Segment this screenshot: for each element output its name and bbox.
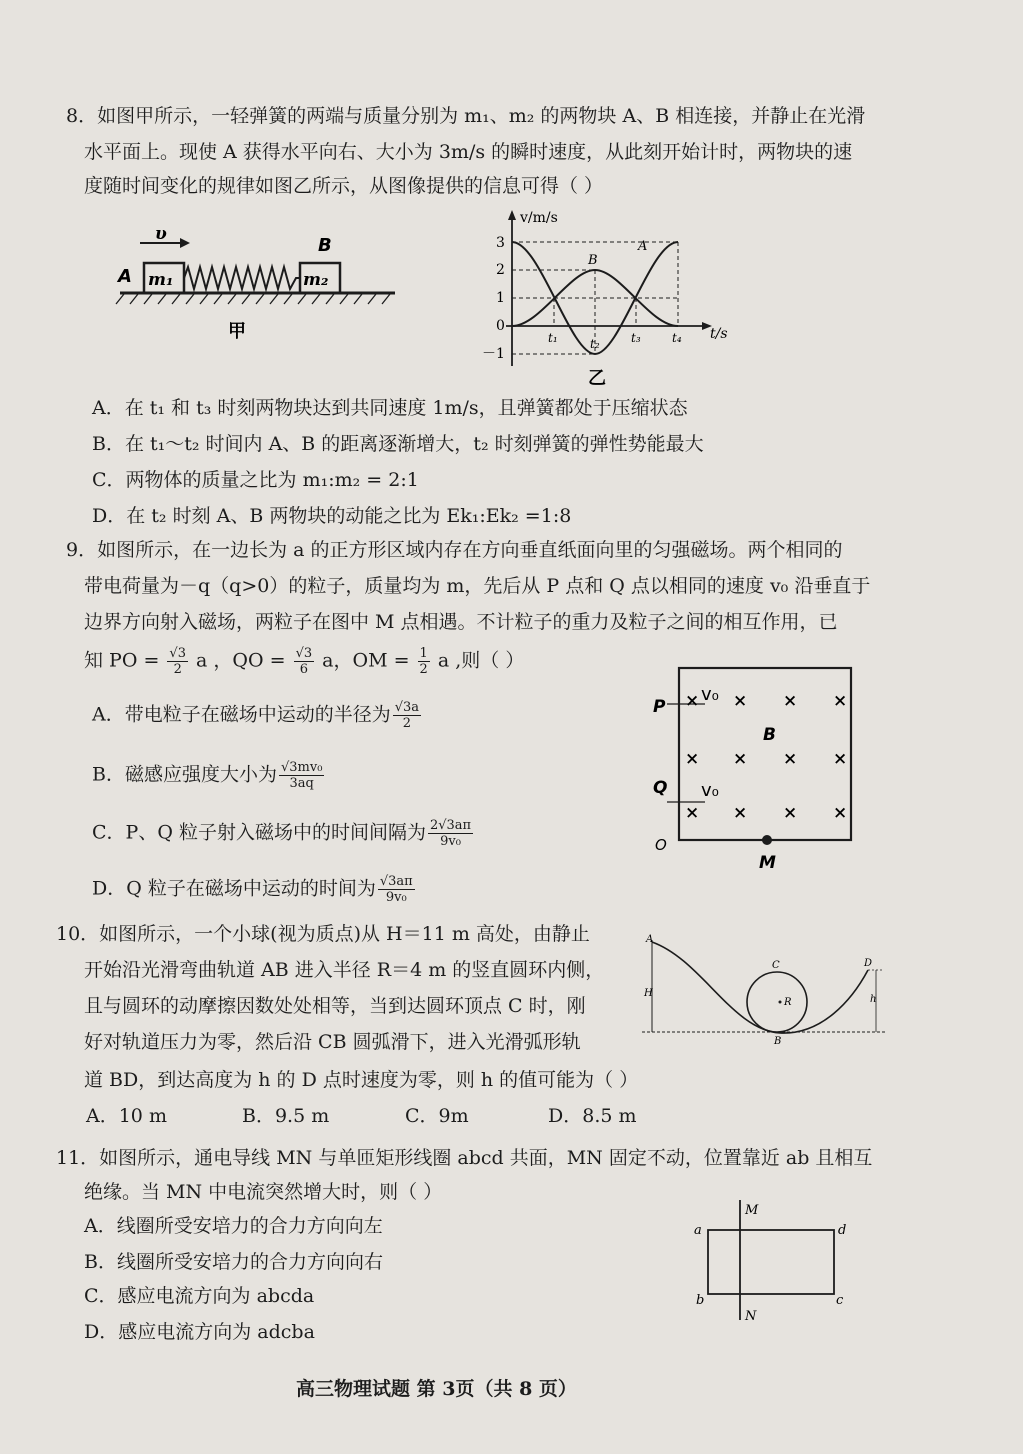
q10-line-1: 10．如图所示，一个小球(视为质点)从 H＝11 m 高处，由静止 [56, 923, 590, 945]
q10-line-2: 开始沿光滑弯曲轨道 AB 进入半径 R＝4 m 的竖直圆环内侧， [84, 959, 605, 981]
svg-text:t₁: t₁ [548, 331, 558, 345]
q8-line-1: 8．如图甲所示，一轻弹簧的两端与质量分别为 m₁、m₂ 的两物块 A、B 相连接，并静止在光滑 [66, 105, 866, 127]
q8-line-3: 度随时间变化的规律如图乙所示，从图像提供的信息可得（ ） [84, 175, 604, 197]
svg-text:B: B [588, 253, 598, 268]
svg-text:B: B [763, 725, 776, 745]
svg-text:d: d [838, 1223, 847, 1238]
page-footer: 高三物理试题 第 3页（共 8 页） [296, 1378, 577, 1400]
q9-option-b[interactable]: B．磁感应强度大小为 $\frac{\text{√3mv₀}}{3aq}$ [92, 760, 323, 791]
svg-text:v₀: v₀ [701, 780, 719, 801]
velocity-label: υ [155, 225, 167, 244]
caption-yi: 乙 [588, 368, 606, 389]
q9-option-d[interactable]: D．Q 粒子在磁场中运动的时间为 $\frac{√3a\pi}{\text{9v₀}}$ [92, 874, 413, 905]
q9-line-4: 知 PO = $\frac{√3}{2}$ a ，QO = $\frac{√3}{6}$ a，OM = $\frac{1}{2}$ a ,则（ ） [84, 646, 525, 677]
svg-text:×: × [783, 803, 798, 823]
q10-option-b[interactable]: B．9.5 m [242, 1105, 330, 1127]
q8-figure-jia [110, 225, 410, 345]
coil-abcd [708, 1230, 834, 1294]
q9-line-3: 边界方向射入磁场，两粒子在图中 M 点相遇。不计粒子的重力及粒子之间的相互作用，已 [84, 611, 838, 633]
q9-line-2: 带电荷量为－q（q>0）的粒子，质量均为 m，先后从 P 点和 Q 点以相同的速度 v₀ 沿垂直于 [84, 575, 871, 597]
q8-option-d[interactable]: D．在 t₂ 时刻 A、B 两物块的动能之比为 Ek₁:Ek₂ =1:8 [92, 505, 572, 527]
q10-line-3: 且与圆环的动摩擦因数处处相等，当到达圆环顶点 C 时，刚 [84, 995, 586, 1017]
svg-text:×: × [733, 691, 748, 711]
svg-text:R: R [784, 997, 792, 1008]
q10-option-a[interactable]: A．10 m [86, 1105, 167, 1127]
svg-text:2: 2 [496, 262, 505, 278]
svg-text:1: 1 [496, 290, 505, 306]
q10-line-5: 道 BD，到达高度为 h 的 D 点时速度为零，则 h 的值可能为（ ） [84, 1069, 639, 1091]
svg-text:M: M [759, 853, 776, 873]
point-M [762, 835, 772, 845]
q9-option-a[interactable]: A．带电粒子在磁场中运动的半径为 $\frac{√3a}{2}$ [92, 700, 420, 731]
svg-text:×: × [685, 749, 700, 769]
y-axis-label: v/m/s [520, 210, 558, 226]
q11-option-c[interactable]: C．感应电流方向为 abcda [84, 1285, 315, 1307]
q10-option-c[interactable]: C．9m [405, 1105, 469, 1127]
svg-text:0: 0 [496, 318, 505, 334]
svg-text:D: D [864, 958, 873, 969]
svg-text:P: P [653, 697, 666, 717]
svg-text:N: N [745, 1309, 757, 1324]
svg-text:v₀: v₀ [701, 684, 719, 705]
label-A: A [118, 266, 132, 287]
q11-option-b[interactable]: B．线圈所受安培力的合力方向向右 [84, 1251, 383, 1273]
svg-text:×: × [685, 803, 700, 823]
svg-text:－1: －1 [482, 346, 505, 362]
q8-line-2: 水平面上。现使 A 获得水平向右、大小为 3m/s 的瞬时速度，从此刻开始计时，两物块的速 [84, 141, 853, 163]
loop-circle [747, 972, 807, 1032]
svg-text:B: B [774, 1036, 782, 1047]
q10-figure [632, 930, 892, 1050]
svg-text:t₄: t₄ [672, 331, 682, 345]
q9-figure [645, 660, 875, 880]
q8-figure-yi [470, 206, 740, 391]
svg-text:×: × [733, 803, 748, 823]
q10-line-4: 好对轨道压力为零，然后沿 CB 圆弧滑下，进入光滑弧形轨 [84, 1031, 581, 1053]
svg-text:a: a [694, 1223, 702, 1238]
svg-text:×: × [783, 691, 798, 711]
track [652, 942, 868, 1033]
q11-figure [688, 1196, 858, 1326]
svg-text:×: × [685, 691, 700, 711]
svg-text:c: c [836, 1293, 844, 1308]
q8-option-c[interactable]: C．两物体的质量之比为 m₁:m₂ = 2:1 [92, 469, 419, 491]
q8-option-b[interactable]: B．在 t₁～t₂ 时间内 A、B 的距离逐渐增大，t₂ 时刻弹簧的弹性势能最大 [92, 433, 704, 455]
svg-text:A: A [646, 934, 654, 945]
svg-text:Q: Q [653, 778, 668, 798]
label-B: B [318, 235, 332, 256]
svg-text:×: × [833, 691, 848, 711]
caption-jia: 甲 [228, 321, 246, 342]
svg-text:h: h [870, 994, 877, 1005]
q11-line-2: 绝缘。当 MN 中电流突然增大时，则（ ） [84, 1181, 443, 1203]
q9-line-1: 9．如图所示，在一边长为 a 的正方形区域内存在方向垂直纸面向里的匀强磁场。两个相同的 [66, 539, 843, 561]
svg-text:t₃: t₃ [631, 331, 641, 345]
svg-text:H: H [644, 988, 653, 999]
svg-text:×: × [783, 749, 798, 769]
q10-option-d[interactable]: D．8.5 m [548, 1105, 637, 1127]
svg-text:3: 3 [496, 235, 505, 251]
svg-text:m₁: m₁ [148, 270, 174, 290]
svg-text:×: × [733, 749, 748, 769]
q8-option-a[interactable]: A．在 t₁ 和 t₃ 时刻两物块达到共同速度 1m/s，且弹簧都处于压缩状态 [92, 397, 688, 419]
q11-line-1: 11．如图所示，通电导线 MN 与单匝矩形线圈 abcd 共面，MN 固定不动，位置靠近 ab 且相互 [56, 1147, 873, 1169]
spring [184, 267, 300, 289]
x-axis-label: t/s [710, 326, 728, 342]
svg-text:×: × [833, 749, 848, 769]
svg-text:A: A [638, 239, 648, 254]
svg-text:b: b [696, 1293, 705, 1308]
svg-text:×: × [833, 803, 848, 823]
svg-text:m₂: m₂ [303, 270, 329, 290]
svg-text:C: C [772, 960, 780, 971]
svg-text:M: M [745, 1203, 759, 1218]
svg-text:O: O [655, 836, 667, 854]
svg-text:t₂: t₂ [590, 337, 600, 351]
q11-option-d[interactable]: D．感应电流方向为 adcba [84, 1321, 315, 1343]
q9-option-c[interactable]: C．P、Q 粒子射入磁场中的时间间隔为 $\frac{2√3a\pi}{\text{9v₀}}$ [92, 818, 472, 849]
q11-option-a[interactable]: A．线圈所受安培力的合力方向向左 [84, 1215, 383, 1237]
